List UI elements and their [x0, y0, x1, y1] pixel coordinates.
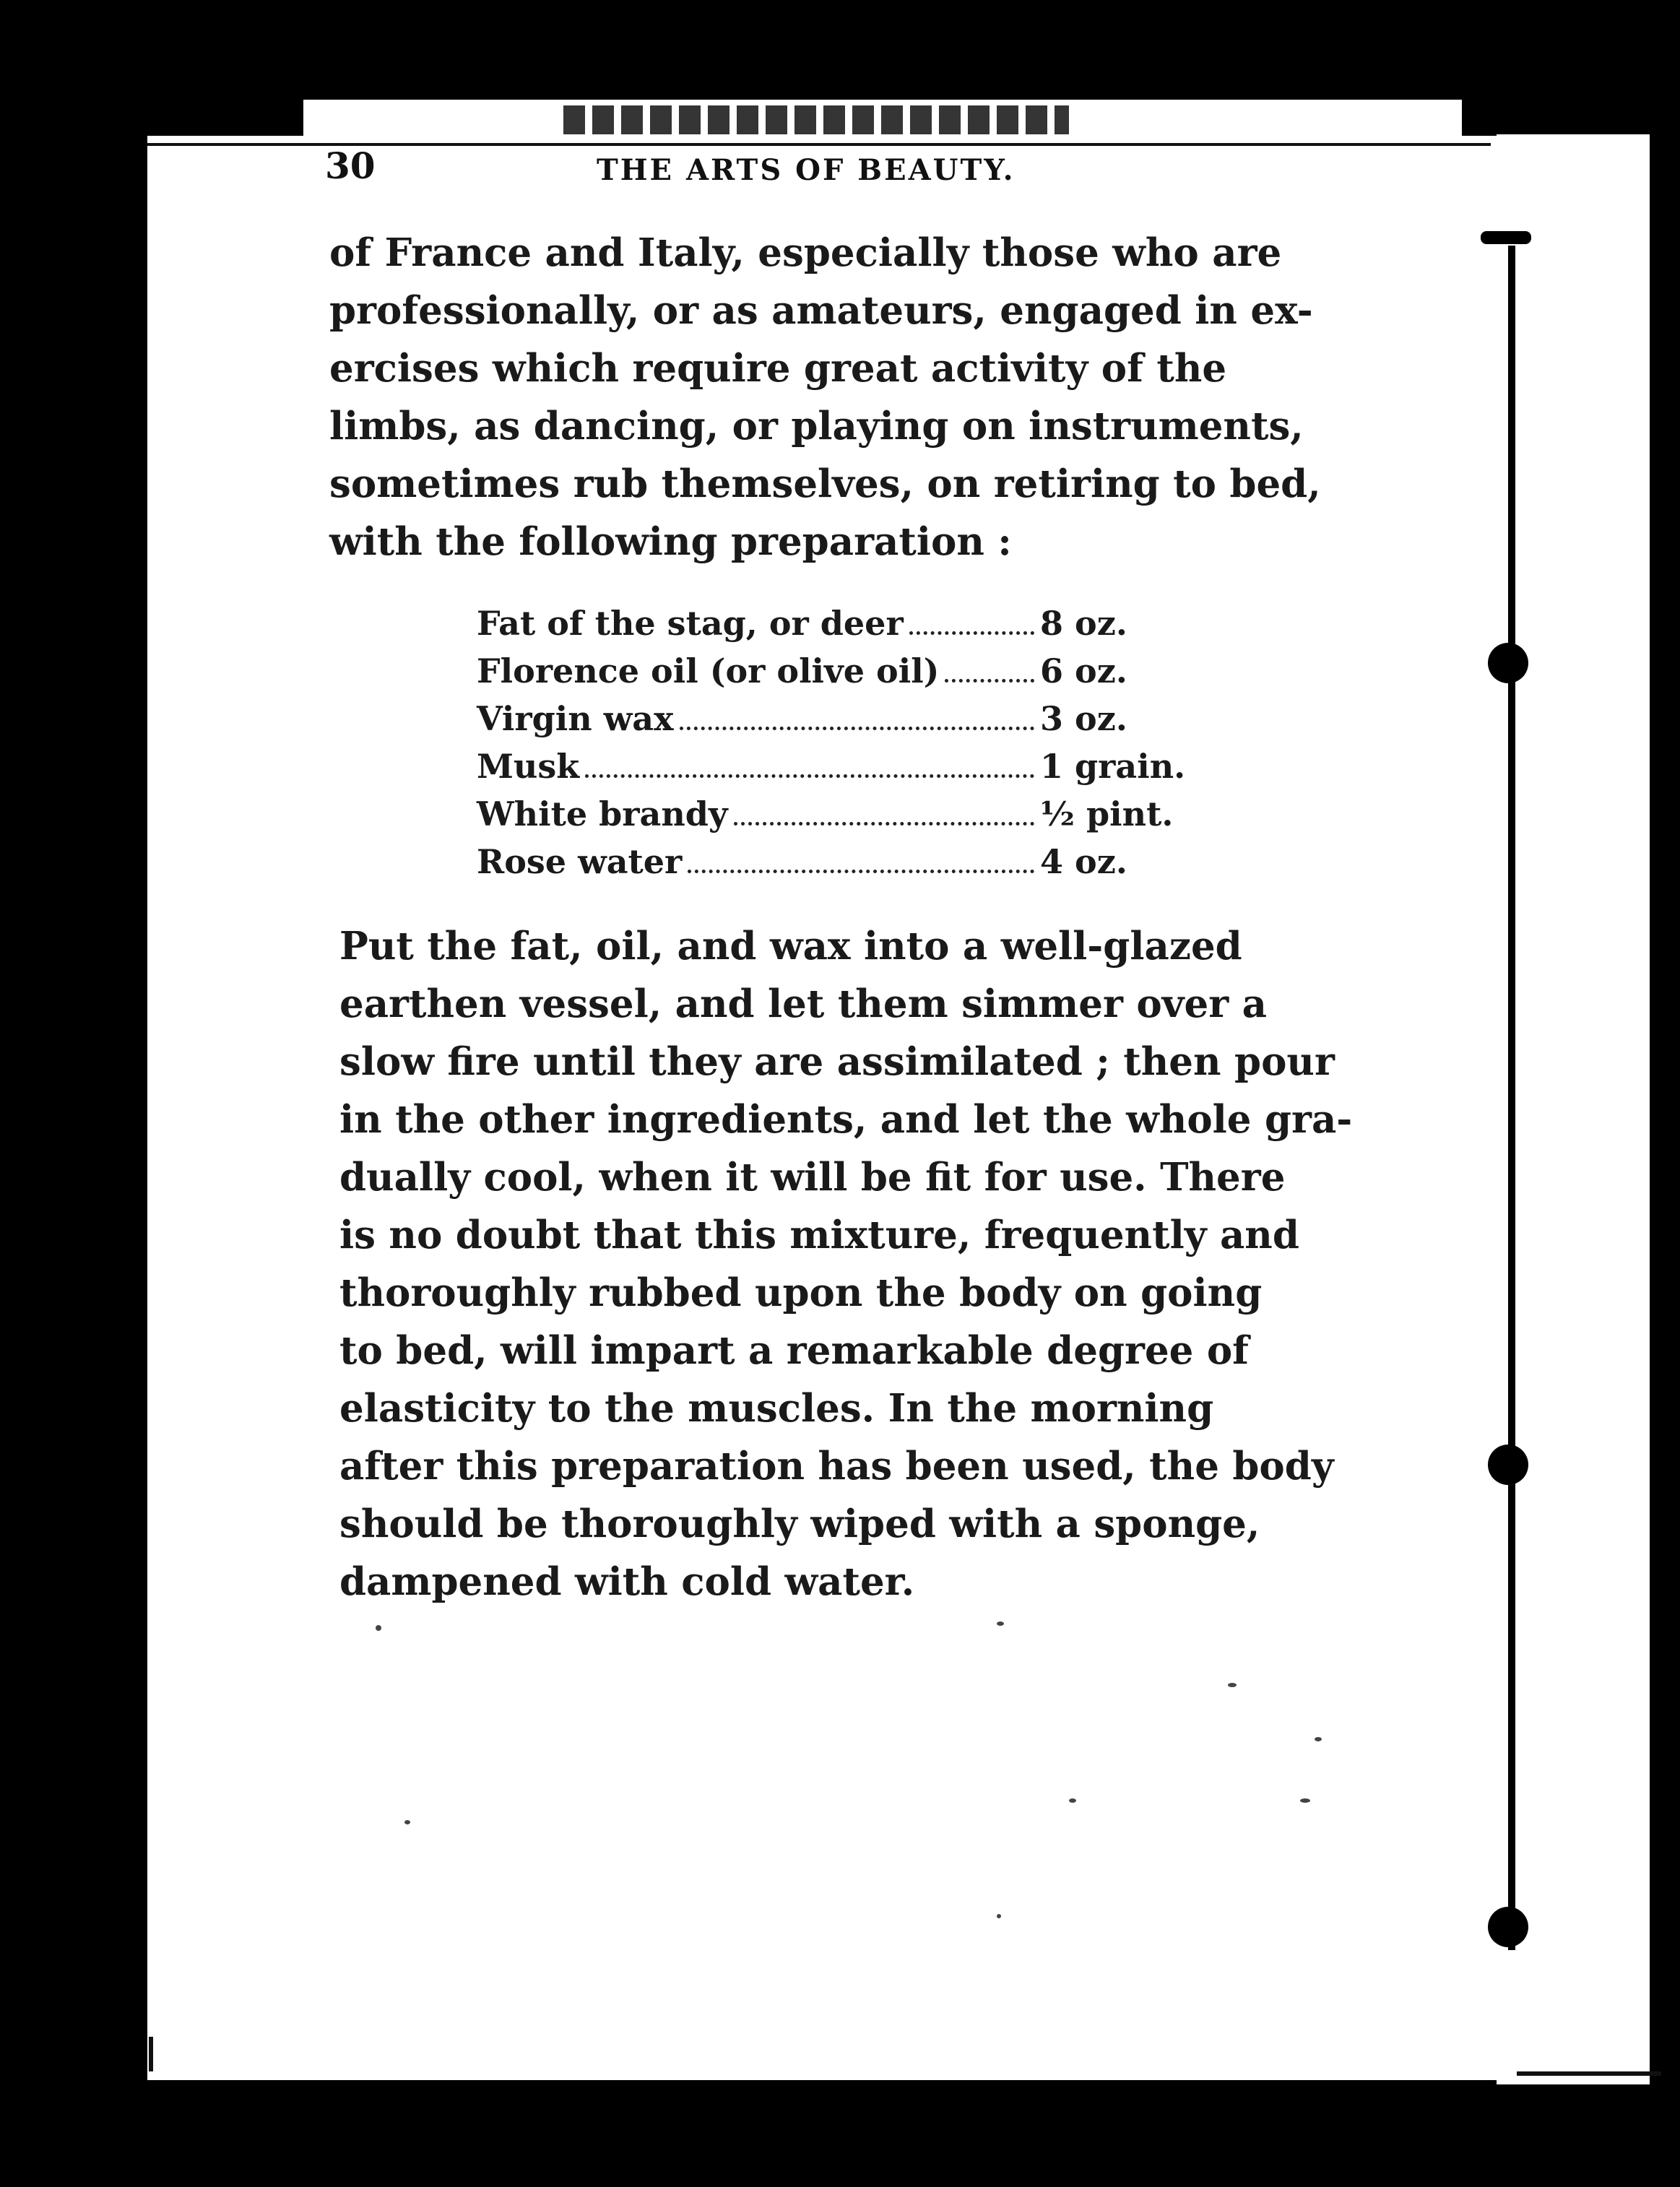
recipe-list — [477, 604, 1199, 890]
ingredient-name: Florence oil (or olive oil) — [477, 651, 940, 690]
text-line: to bed, will impart a remarkable degree of — [339, 1328, 1249, 1373]
recipe-row — [477, 651, 1199, 699]
binding-edge — [1508, 246, 1515, 1950]
bottom-rule — [1517, 2071, 1661, 2076]
text-line: dampened with cold water. — [339, 1559, 915, 1604]
intro-paragraph — [329, 224, 1321, 571]
text-line: after this preparation has been used, the body — [339, 1444, 1334, 1489]
text-line: earthen vessel, and let them simmer over a — [339, 982, 1267, 1026]
text-line: slow fire until they are assimilated ; then pour — [339, 1039, 1335, 1084]
scan-speck — [1315, 1737, 1322, 1741]
ingredient-name: White brandy — [477, 794, 728, 833]
ingredient-quantity: 8 oz. — [1040, 604, 1127, 643]
text-line: elasticity to the muscles. In the morning — [339, 1386, 1214, 1431]
page-number: 30 — [325, 144, 376, 187]
text-line: thoroughly rubbed upon the body on going — [339, 1270, 1263, 1315]
scan-speck — [1228, 1683, 1237, 1687]
scan-speck — [997, 1621, 1004, 1626]
running-head — [325, 144, 1062, 188]
ingredient-name: Fat of the stag, or deer — [477, 604, 904, 643]
text-line: is no doubt that this mixture, frequently and — [339, 1213, 1299, 1257]
instructions-paragraph — [339, 917, 1352, 1611]
ingredient-quantity: 4 oz. — [1040, 842, 1127, 881]
adjacent-page-edge — [1497, 134, 1650, 2084]
text-line: ercises which require great activity of the — [329, 346, 1227, 391]
scan-speck — [404, 1820, 410, 1824]
leader-dots — [688, 848, 1034, 873]
leader-dots — [734, 800, 1034, 826]
recipe-row — [477, 842, 1199, 890]
recipe-row — [477, 747, 1199, 794]
margin-mark — [149, 2037, 153, 2071]
text-line: with the following preparation : — [329, 519, 1012, 564]
ingredient-name: Virgin wax — [477, 699, 674, 738]
ingredient-quantity: 3 oz. — [1040, 699, 1127, 738]
scan-speck — [997, 1914, 1001, 1918]
text-line: of France and Italy, especially those who are — [329, 230, 1282, 275]
leader-dots — [945, 657, 1034, 683]
binding-mark — [1481, 231, 1531, 244]
text-line: should be thoroughly wiped with a sponge, — [339, 1502, 1260, 1546]
bleed-through-text — [563, 105, 1069, 134]
scan-speck — [1069, 1798, 1076, 1803]
binding-blot — [1488, 643, 1528, 683]
leader-dots — [585, 753, 1034, 778]
text-line: in the other ingredients, and let the whole gra- — [339, 1097, 1353, 1142]
ingredient-quantity: 1 grain. — [1040, 747, 1186, 786]
scan-speck — [376, 1625, 381, 1631]
text-line: dually cool, when it will be fit for use. There — [339, 1155, 1286, 1200]
binding-blot — [1488, 1907, 1528, 1947]
ingredient-name: Rose water — [477, 842, 683, 881]
text-line: professionally, or as amateurs, engaged in ex- — [329, 288, 1313, 333]
ingredient-quantity: ½ pint. — [1040, 794, 1174, 833]
text-line: sometimes rub themselves, on retiring to bed, — [329, 462, 1321, 506]
scan-speck — [1300, 1798, 1310, 1803]
running-title: THE ARTS OF BEAUTY. — [597, 153, 1016, 187]
leader-dots — [909, 610, 1034, 635]
binding-blot — [1488, 1445, 1528, 1485]
text-line: limbs, as dancing, or playing on instruments, — [329, 404, 1304, 449]
recipe-row — [477, 794, 1199, 842]
ingredient-quantity: 6 oz. — [1040, 651, 1127, 690]
text-line: Put the fat, oil, and wax into a well-glazed — [339, 924, 1242, 969]
ingredient-name: Musk — [477, 747, 580, 786]
recipe-row — [477, 699, 1199, 747]
leader-dots — [680, 705, 1034, 730]
recipe-row — [477, 604, 1199, 651]
